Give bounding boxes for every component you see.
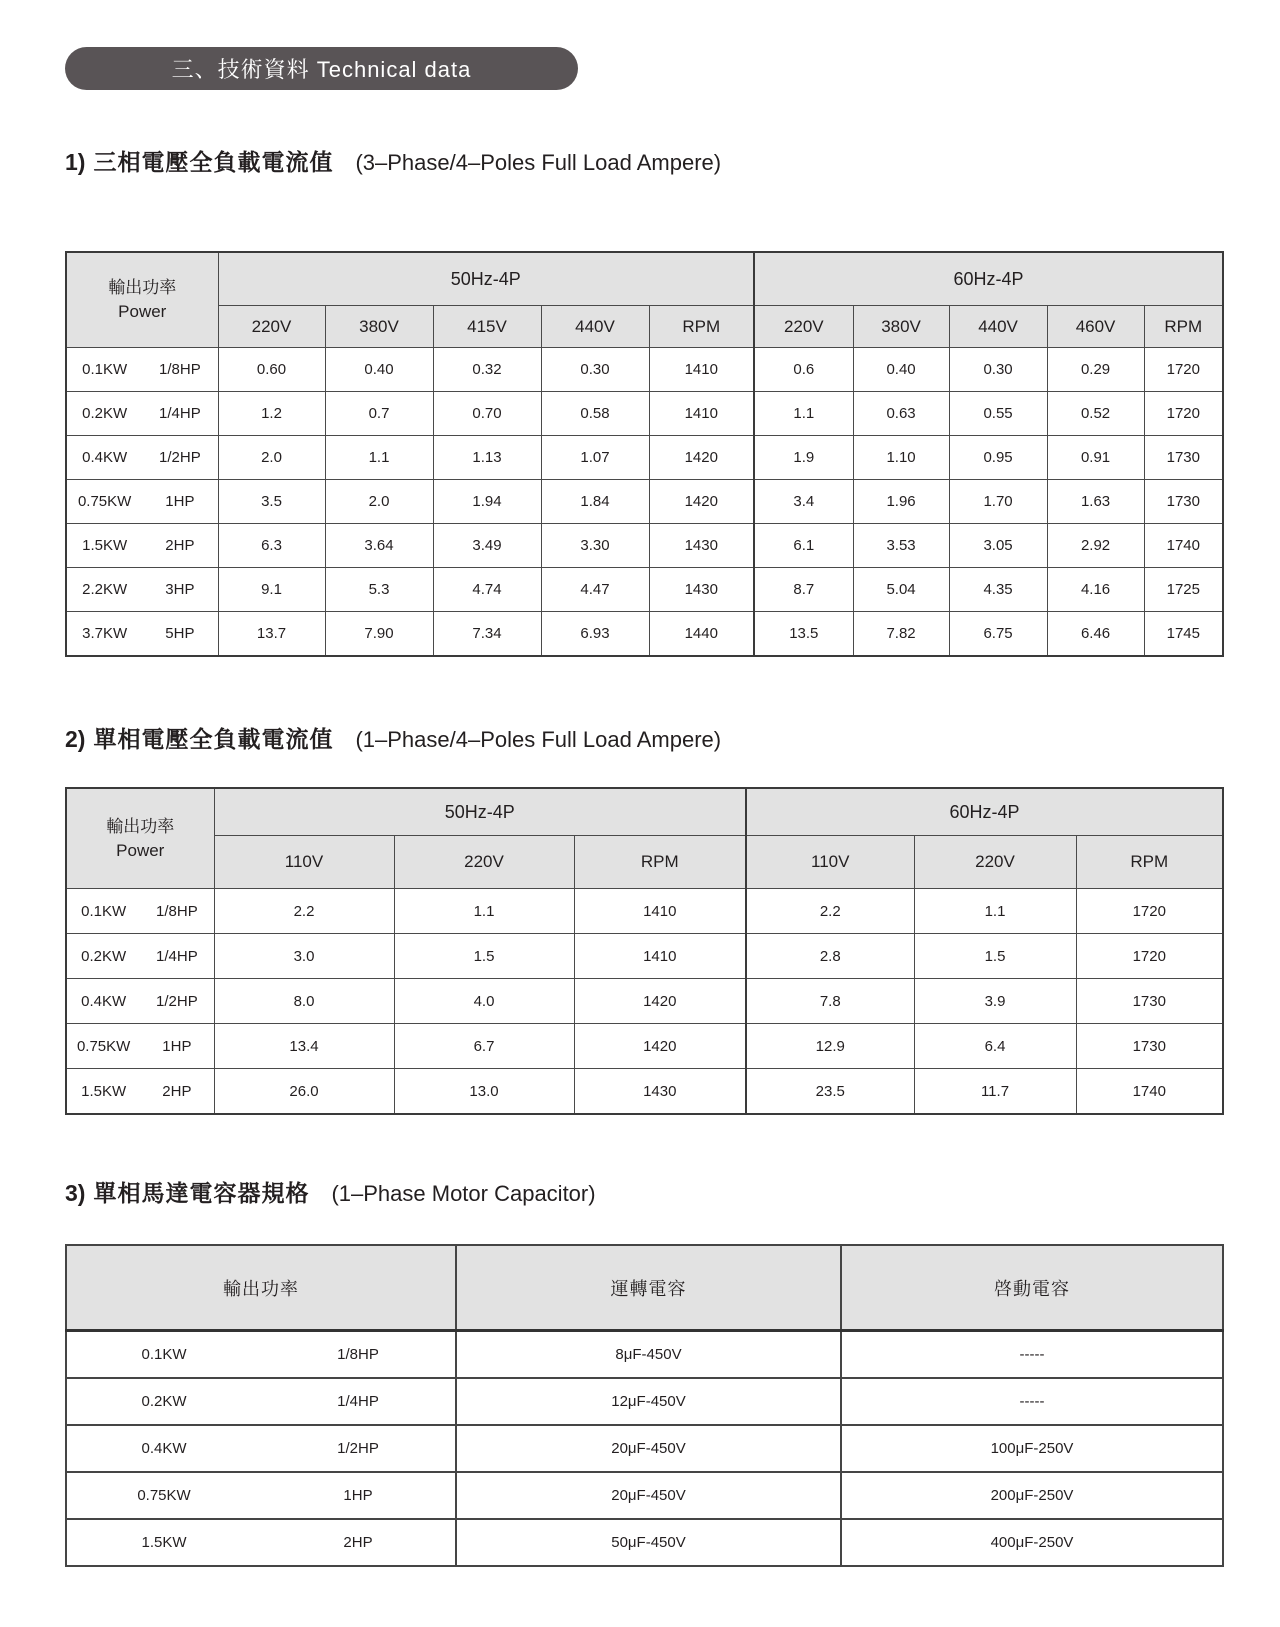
value-cell: 1420 — [649, 480, 754, 524]
power-flex — [67, 1440, 455, 1457]
table-row — [66, 979, 1223, 1024]
power-cell — [66, 1069, 214, 1115]
table-header-row — [66, 1245, 1223, 1331]
start-capacitor-cell: 400μF-250V — [841, 1519, 1223, 1566]
power-cell — [66, 612, 218, 657]
power-flex — [67, 405, 218, 422]
group-header-60hz: 60Hz-4P — [746, 788, 1223, 836]
value-cell: 0.95 — [949, 436, 1047, 480]
power-cell — [66, 889, 214, 934]
value-cell: 1.70 — [949, 480, 1047, 524]
value-cell: 4.0 — [394, 979, 574, 1024]
power-flex — [67, 1346, 455, 1363]
value-cell: 6.7 — [394, 1024, 574, 1069]
power-cell — [66, 1378, 456, 1425]
table-row — [66, 889, 1223, 934]
col-header: 110V — [214, 836, 394, 889]
section-2-title — [65, 721, 1280, 754]
power-hp: 2HP — [162, 1082, 192, 1100]
value-cell: 7.82 — [853, 612, 949, 657]
value-cell: 8.7 — [754, 568, 853, 612]
section-title-en: (3–Phase/4–Poles Full Load Ampere) — [355, 150, 722, 175]
section-title-zh: 單相馬達電容器規格 — [93, 1180, 310, 1206]
power-column-header — [66, 252, 218, 348]
value-cell: 1745 — [1144, 612, 1223, 657]
col-header-start-capacitor: 啓動電容 — [841, 1245, 1223, 1331]
power-hp: 1/8HP — [156, 902, 198, 920]
power-kw: 0.2KW — [141, 1393, 187, 1410]
page-title: 三、技術資料 Technical data — [171, 57, 472, 82]
col-header: 380V — [325, 306, 433, 348]
power-header-zh: 輸出功率 — [106, 816, 175, 836]
table-subheader-row — [66, 836, 1223, 889]
power-cell — [66, 934, 214, 979]
value-cell: 1.2 — [218, 392, 325, 436]
power-hp: 1HP — [162, 1037, 192, 1055]
value-cell: 7.90 — [325, 612, 433, 657]
power-cell — [66, 348, 218, 392]
value-cell: 6.3 — [218, 524, 325, 568]
table-subheader-row — [66, 306, 1223, 348]
value-cell: 13.5 — [754, 612, 853, 657]
power-kw: 0.2KW — [81, 947, 127, 965]
value-cell: 5.3 — [325, 568, 433, 612]
value-cell: 0.40 — [325, 348, 433, 392]
power-cell — [66, 436, 218, 480]
power-hp: 1/8HP — [337, 1346, 379, 1363]
col-header-output-power: 輸出功率 — [66, 1245, 456, 1331]
power-kw: 0.2KW — [82, 405, 128, 422]
power-kw: 0.75KW — [76, 1037, 131, 1055]
value-cell: 4.74 — [433, 568, 541, 612]
power-kw: 2.2KW — [82, 581, 128, 598]
power-flex — [67, 361, 218, 378]
section-title-en: (1–Phase/4–Poles Full Load Ampere) — [355, 727, 722, 752]
section-number: 1) — [65, 149, 86, 175]
power-flex — [67, 903, 214, 920]
value-cell: 1.5 — [394, 934, 574, 979]
power-hp: 2HP — [165, 537, 195, 554]
power-flex — [67, 1534, 455, 1551]
value-cell: 0.30 — [541, 348, 649, 392]
value-cell: 1420 — [574, 979, 746, 1024]
value-cell: 1720 — [1076, 934, 1223, 979]
value-cell: 2.2 — [746, 889, 914, 934]
value-cell: 1.13 — [433, 436, 541, 480]
power-cell — [66, 1425, 456, 1472]
value-cell: 1.84 — [541, 480, 649, 524]
table-row — [66, 1069, 1223, 1115]
col-header-run-capacitor: 運轉電容 — [456, 1245, 841, 1331]
power-kw: 0.1KW — [141, 1346, 187, 1363]
power-header-zh: 輸出功率 — [108, 278, 177, 298]
value-cell: 2.0 — [218, 436, 325, 480]
table-row — [66, 1425, 1223, 1472]
value-cell: 0.60 — [218, 348, 325, 392]
power-hp: 5HP — [165, 625, 195, 642]
value-cell: 7.8 — [746, 979, 914, 1024]
table-row — [66, 348, 1223, 392]
value-cell: 2.8 — [746, 934, 914, 979]
power-cell — [66, 1472, 456, 1519]
power-flex — [67, 493, 218, 510]
value-cell: 13.7 — [218, 612, 325, 657]
value-cell: 3.49 — [433, 524, 541, 568]
value-cell: 1410 — [649, 348, 754, 392]
section-title-en: (1–Phase Motor Capacitor) — [331, 1181, 596, 1206]
table-row — [66, 1519, 1223, 1566]
value-cell: 7.34 — [433, 612, 541, 657]
col-header: RPM — [1144, 306, 1223, 348]
col-header: 220V — [394, 836, 574, 889]
value-cell: 1720 — [1144, 348, 1223, 392]
value-cell: 1.9 — [754, 436, 853, 480]
table-row — [66, 934, 1223, 979]
power-flex — [67, 1038, 214, 1055]
run-capacitor-cell: 8μF-450V — [456, 1331, 841, 1379]
power-hp: 1HP — [165, 493, 195, 510]
value-cell: 0.32 — [433, 348, 541, 392]
col-header: 460V — [1047, 306, 1144, 348]
power-cell — [66, 392, 218, 436]
value-cell: 1440 — [649, 612, 754, 657]
power-hp: 1/2HP — [156, 992, 198, 1010]
power-hp: 1/8HP — [159, 361, 201, 378]
section-number: 2) — [65, 726, 86, 752]
col-header: 220V — [754, 306, 853, 348]
power-cell — [66, 979, 214, 1024]
value-cell: 1740 — [1144, 524, 1223, 568]
power-flex — [67, 581, 218, 598]
value-cell: 1420 — [574, 1024, 746, 1069]
power-kw: 1.5KW — [81, 1082, 127, 1100]
value-cell: 2.92 — [1047, 524, 1144, 568]
value-cell: 1410 — [649, 392, 754, 436]
three-phase-full-load-table — [65, 251, 1224, 657]
power-hp: 2HP — [343, 1534, 373, 1551]
power-kw: 1.5KW — [82, 537, 128, 554]
start-capacitor-cell: 100μF-250V — [841, 1425, 1223, 1472]
power-flex — [67, 993, 214, 1010]
run-capacitor-cell: 20μF-450V — [456, 1472, 841, 1519]
value-cell: 1730 — [1076, 1024, 1223, 1069]
value-cell: 3.9 — [914, 979, 1076, 1024]
power-header-en: Power — [116, 840, 165, 860]
value-cell: 2.2 — [214, 889, 394, 934]
power-hp: 1/4HP — [159, 405, 201, 422]
value-cell: 3.4 — [754, 480, 853, 524]
power-cell — [66, 568, 218, 612]
power-hp: 1/4HP — [337, 1393, 379, 1410]
power-hp: 1/2HP — [337, 1440, 379, 1457]
power-cell — [66, 480, 218, 524]
value-cell: 1730 — [1144, 436, 1223, 480]
table-row — [66, 568, 1223, 612]
power-column-header — [66, 788, 214, 889]
power-flex — [67, 449, 218, 466]
table-row — [66, 612, 1223, 657]
col-header: 110V — [746, 836, 914, 889]
value-cell: 0.63 — [853, 392, 949, 436]
run-capacitor-cell: 12μF-450V — [456, 1378, 841, 1425]
power-flex — [67, 1393, 455, 1410]
value-cell: 0.40 — [853, 348, 949, 392]
single-phase-full-load-table — [65, 787, 1224, 1115]
value-cell: 3.53 — [853, 524, 949, 568]
value-cell: 4.16 — [1047, 568, 1144, 612]
value-cell: 9.1 — [218, 568, 325, 612]
value-cell: 1740 — [1076, 1069, 1223, 1115]
value-cell: 1.94 — [433, 480, 541, 524]
run-capacitor-cell: 20μF-450V — [456, 1425, 841, 1472]
power-kw: 3.7KW — [82, 625, 128, 642]
value-cell: 1430 — [574, 1069, 746, 1115]
value-cell: 1.1 — [914, 889, 1076, 934]
col-header: RPM — [649, 306, 754, 348]
value-cell: 13.4 — [214, 1024, 394, 1069]
section-title-zh: 三相電壓全負載電流值 — [93, 149, 334, 175]
section-1-title — [65, 144, 1280, 177]
group-header-50hz: 50Hz-4P — [218, 252, 754, 306]
value-cell: 1.96 — [853, 480, 949, 524]
value-cell: 0.30 — [949, 348, 1047, 392]
value-cell: 0.91 — [1047, 436, 1144, 480]
col-header: RPM — [574, 836, 746, 889]
page-title-banner — [65, 47, 578, 90]
col-header: 415V — [433, 306, 541, 348]
table-row — [66, 1378, 1223, 1425]
power-hp: 1/2HP — [159, 449, 201, 466]
power-header-en: Power — [118, 302, 167, 321]
value-cell: 3.05 — [949, 524, 1047, 568]
section-number: 3) — [65, 1180, 86, 1206]
value-cell: 4.47 — [541, 568, 649, 612]
start-capacitor-cell: 200μF-250V — [841, 1472, 1223, 1519]
power-flex — [67, 1083, 214, 1100]
value-cell: 23.5 — [746, 1069, 914, 1115]
group-header-60hz: 60Hz-4P — [754, 252, 1223, 306]
power-cell — [66, 1024, 214, 1069]
col-header: 220V — [914, 836, 1076, 889]
value-cell: 1.10 — [853, 436, 949, 480]
power-flex — [67, 1487, 455, 1504]
value-cell: 1420 — [649, 436, 754, 480]
value-cell: 3.5 — [218, 480, 325, 524]
value-cell: 11.7 — [914, 1069, 1076, 1115]
value-cell: 1730 — [1144, 480, 1223, 524]
value-cell: 0.58 — [541, 392, 649, 436]
table-group-header-row — [66, 788, 1223, 836]
start-capacitor-cell: ----- — [841, 1378, 1223, 1425]
value-cell: 0.55 — [949, 392, 1047, 436]
table-row — [66, 1472, 1223, 1519]
value-cell: 0.52 — [1047, 392, 1144, 436]
capacitor-spec-table — [65, 1244, 1224, 1567]
power-hp: 3HP — [165, 581, 195, 598]
value-cell: 6.75 — [949, 612, 1047, 657]
value-cell: 4.35 — [949, 568, 1047, 612]
power-kw: 0.75KW — [77, 493, 132, 510]
run-capacitor-cell: 50μF-450V — [456, 1519, 841, 1566]
col-header: RPM — [1076, 836, 1223, 889]
value-cell: 8.0 — [214, 979, 394, 1024]
value-cell: 1410 — [574, 934, 746, 979]
value-cell: 1720 — [1144, 392, 1223, 436]
power-flex — [67, 537, 218, 554]
power-cell — [66, 1519, 456, 1566]
power-hp: 1HP — [343, 1487, 373, 1504]
table-row — [66, 1024, 1223, 1069]
power-cell — [66, 1331, 456, 1379]
power-kw: 0.4KW — [141, 1440, 187, 1457]
col-header: 440V — [949, 306, 1047, 348]
value-cell: 1.1 — [394, 889, 574, 934]
power-kw: 0.75KW — [137, 1487, 191, 1504]
table-group-header-row — [66, 252, 1223, 306]
power-hp: 1/4HP — [156, 947, 198, 965]
group-header-50hz: 50Hz-4P — [214, 788, 746, 836]
value-cell: 1.5 — [914, 934, 1076, 979]
col-header: 440V — [541, 306, 649, 348]
value-cell: 6.46 — [1047, 612, 1144, 657]
value-cell: 3.64 — [325, 524, 433, 568]
col-header: 220V — [218, 306, 325, 348]
value-cell: 12.9 — [746, 1024, 914, 1069]
table-row — [66, 392, 1223, 436]
value-cell: 1730 — [1076, 979, 1223, 1024]
value-cell: 1720 — [1076, 889, 1223, 934]
value-cell: 1725 — [1144, 568, 1223, 612]
value-cell: 3.0 — [214, 934, 394, 979]
value-cell: 1.63 — [1047, 480, 1144, 524]
value-cell: 1430 — [649, 524, 754, 568]
table-row — [66, 1331, 1223, 1379]
value-cell: 1430 — [649, 568, 754, 612]
power-kw: 1.5KW — [141, 1534, 187, 1551]
power-cell — [66, 524, 218, 568]
table-row — [66, 524, 1223, 568]
value-cell: 0.29 — [1047, 348, 1144, 392]
value-cell: 1.1 — [754, 392, 853, 436]
value-cell: 0.6 — [754, 348, 853, 392]
value-cell: 26.0 — [214, 1069, 394, 1115]
power-kw: 0.1KW — [81, 902, 127, 920]
value-cell: 6.4 — [914, 1024, 1076, 1069]
start-capacitor-cell: ----- — [841, 1331, 1223, 1379]
value-cell: 13.0 — [394, 1069, 574, 1115]
power-kw: 0.1KW — [82, 361, 128, 378]
value-cell: 3.30 — [541, 524, 649, 568]
value-cell: 6.1 — [754, 524, 853, 568]
power-flex — [67, 948, 214, 965]
value-cell: 0.70 — [433, 392, 541, 436]
table-row — [66, 436, 1223, 480]
value-cell: 1.07 — [541, 436, 649, 480]
value-cell: 0.7 — [325, 392, 433, 436]
power-kw: 0.4KW — [81, 992, 127, 1010]
value-cell: 6.93 — [541, 612, 649, 657]
section-3-title — [65, 1175, 1280, 1208]
value-cell: 1410 — [574, 889, 746, 934]
power-flex — [67, 625, 218, 642]
power-kw: 0.4KW — [82, 449, 128, 466]
value-cell: 2.0 — [325, 480, 433, 524]
value-cell: 5.04 — [853, 568, 949, 612]
col-header: 380V — [853, 306, 949, 348]
value-cell: 1.1 — [325, 436, 433, 480]
section-title-zh: 單相電壓全負載電流值 — [93, 726, 334, 752]
table-row — [66, 480, 1223, 524]
